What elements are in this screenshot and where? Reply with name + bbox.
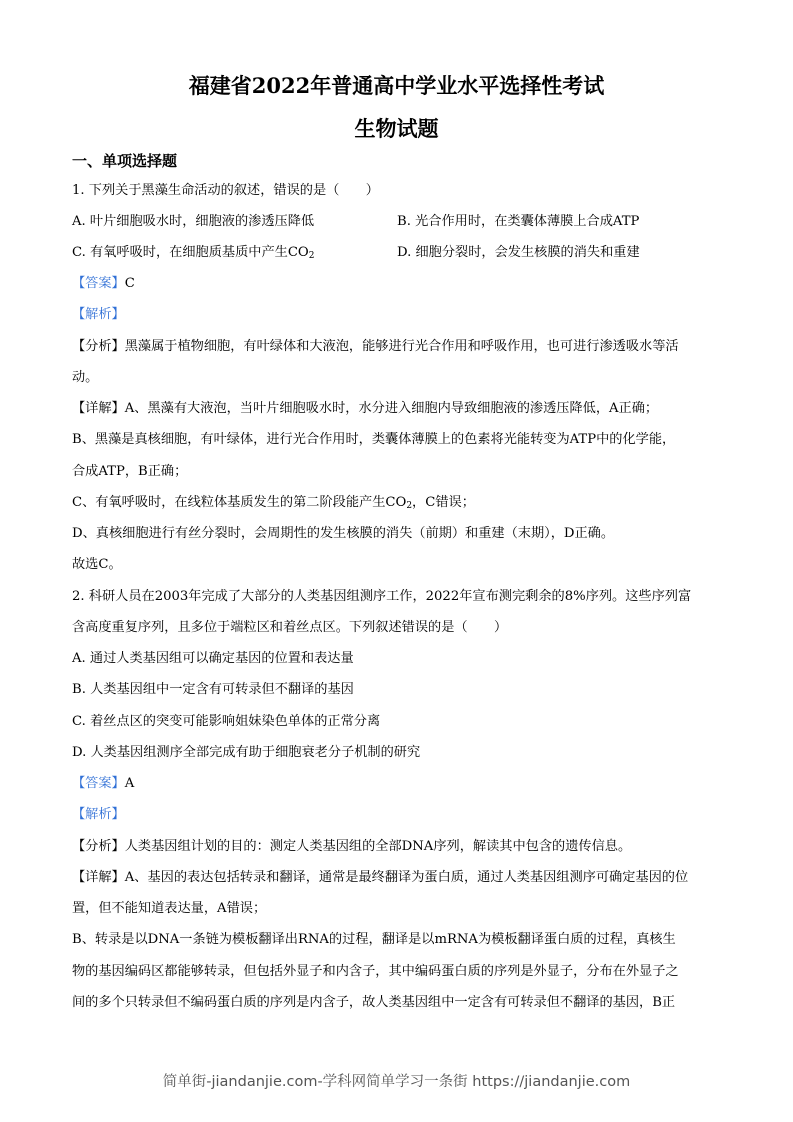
q1-answer	[72, 275, 135, 293]
q2-xiangjie-a-1	[72, 869, 688, 887]
q1-option-c	[72, 244, 314, 265]
q2-option-d: D. 人类基因组测序全部完成有助于细胞衰老分子机制的研究	[72, 745, 421, 760]
q2-xiangjie-a-text: A、基因的表达包括转录和翻译，通常是最终翻译为蛋白质，通过人类基因组测序可确定基因的位	[124, 870, 689, 885]
q2-analysis-tag: 【解析】	[72, 807, 125, 822]
q1-fenxi	[72, 338, 679, 356]
q1-xiangjie-c	[72, 494, 475, 515]
q1-xiangjie-d: D、真核细胞进行有丝分裂时，会周期性的发生核膜的消失（前期）和重建（末期），D正确。	[72, 526, 615, 541]
q1-option-a: A. 叶片细胞吸水时，细胞液的渗透压降低	[72, 214, 315, 229]
answer-tag: 【答案】	[72, 776, 125, 791]
q1-analysis-tag: 【解析】	[72, 307, 125, 322]
fenxi-tag: 【分析】	[72, 339, 125, 354]
q2-answer-value: A	[124, 776, 135, 791]
q2-xiangjie-b-1: B、转录是以DNA一条链为模板翻译出RNA的过程，翻译是以mRNA为模板翻译蛋白质的过程，真核生	[72, 932, 676, 947]
q1-xiangjie-b-2: 合成ATP，B正确；	[72, 464, 188, 479]
q1-stem: 1. 下列关于黑藻生命活动的叙述，错误的是（ ）	[72, 183, 379, 198]
q1-option-b: B. 光合作用时，在类囊体薄膜上合成ATP	[397, 214, 640, 229]
page-title: 福建省2022年普通高中学业水平选择性考试	[188, 73, 605, 98]
q2-xiangjie-a-2: 置，但不能知道表达量，A错误；	[72, 901, 267, 916]
q2-fenxi	[72, 838, 631, 856]
footer-watermark: 简单街-jiandanjie.com-学科网简单学习一条街 https://jiandanjie.com	[162, 1074, 631, 1090]
xiangjie-tag: 【详解】	[72, 870, 125, 885]
q2-option-b: B. 人类基因组中一定含有可转录但不翻译的基因	[72, 682, 354, 697]
q2-answer	[72, 775, 134, 793]
q2-fenxi-text: 人类基因组计划的目的：测定人类基因组的全部DNA序列，解读其中包含的遗传信息。	[124, 839, 632, 854]
fenxi-tag: 【分析】	[72, 839, 125, 854]
q2-option-c: C. 着丝点区的突变可能影响姐妹染色单体的正常分离	[72, 714, 381, 729]
q1-xiangjie-b-1: B、黑藻是真核细胞，有叶绿体，进行光合作用时，类囊体薄膜上的色素将光能转变为ATP中的化学能，	[72, 432, 676, 447]
q2-stem-1: 2. 科研人员在2003年完成了大部分的人类基因组测序工作，2022年宣布测完剩余的8%序列。这些序列富	[72, 589, 692, 604]
answer-tag: 【答案】	[72, 276, 125, 291]
xiangjie-tag: 【详解】	[72, 401, 125, 416]
q1-conclusion: 故选C。	[72, 557, 122, 572]
q1-xiangjie-c-post: ，C错误；	[412, 495, 475, 510]
q1-xiangjie-c-subscript: 2	[406, 501, 413, 511]
q1-fenxi-text-1: 黑藻属于植物细胞，有叶绿体和大液泡，能够进行光合作用和呼吸作用，也可进行渗透吸水等活	[124, 339, 679, 354]
q1-answer-value: C	[124, 276, 135, 291]
q1-option-c-text: C. 有氧呼吸时，在细胞质基质中产生CO	[72, 245, 309, 260]
section-heading: 一、单项选择题	[72, 152, 178, 170]
q2-stem-2: 含高度重复序列，且多位于端粒区和着丝点区。下列叙述错误的是（ ）	[72, 620, 508, 635]
q1-xiangjie-a-text: A、黑藻有大液泡，当叶片细胞吸水时，水分进入细胞内导致细胞液的渗透压降低，A正确；	[124, 401, 659, 416]
page-subtitle: 生物试题	[354, 116, 439, 141]
q2-option-a: A. 通过人类基因组可以确定基因的位置和表达量	[72, 651, 354, 666]
q1-xiangjie-a	[72, 400, 658, 418]
q1-option-d: D. 细胞分裂时，会发生核膜的消失和重建	[397, 245, 640, 260]
q1-fenxi-text-2: 动。	[72, 370, 99, 385]
q2-xiangjie-b-3: 间的多个只转录但不编码蛋白质的序列是内含子，故人类基因组中一定含有可转录但不翻译的基因，B正	[72, 995, 676, 1010]
q2-xiangjie-b-2: 物的基因编码区都能够转录，但包括外显子和内含子，其中编码蛋白质的序列是外显子，分布在外显子之	[72, 964, 679, 979]
q1-xiangjie-c-pre: C、有氧呼吸时，在线粒体基质发生的第二阶段能产生CO	[72, 495, 407, 510]
q1-option-c-subscript: 2	[308, 251, 315, 261]
